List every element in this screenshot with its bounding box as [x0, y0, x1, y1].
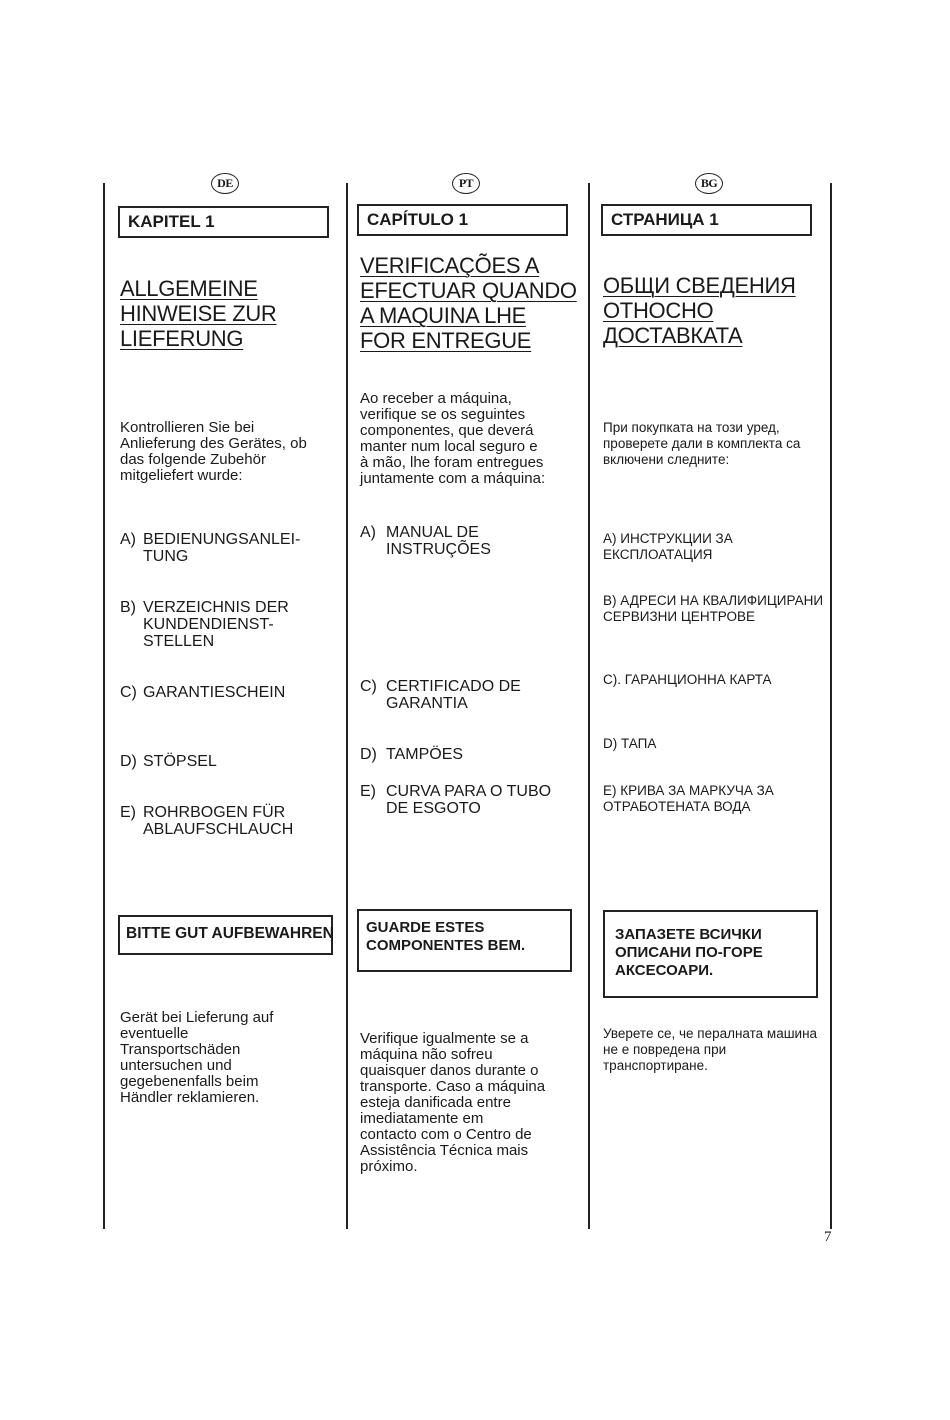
list-item	[120, 599, 289, 650]
item-text: А) ИНСТРУКЦИИ ЗА ЕКСПЛОАТАЦИЯ	[603, 531, 733, 562]
footer-text-bg: Уверете се, че пералната машина не е повредена при транспортиране.	[603, 1026, 818, 1073]
item-text: TAMPÖES	[386, 746, 464, 763]
item-label: E)	[120, 804, 136, 821]
footer-text-de: Gerät bei Lieferung auf eventuelle Transportschäden untersuchen und gegebenenfalls beim Händler reklamieren.	[120, 1009, 274, 1106]
item-label: D)	[360, 746, 377, 763]
item-label: B)	[120, 599, 136, 616]
footer-text-pt: Verifique igualmente se a máquina não sofreu quaisquer danos durante o transporte. Caso a máquina esteja danificada entre imediatamente em contacto com o Centro de Assistência Técnica mais próximo.	[360, 1030, 546, 1175]
chapter-label-de: KAPITEL 1	[118, 206, 329, 238]
section-heading-bg: ОБЩИ СВЕДЕНИЯ ОТНОСНО ДОСТАВКАТА	[603, 273, 796, 348]
intro-text-de: Kontrollieren Sie bei Anlieferung des Gerätes, ob das folgende Zubehör mitgeliefert wurde:	[120, 419, 307, 484]
column-rule	[346, 183, 348, 1229]
intro-text-bg: При покупката на този уред, проверете дали в комплекта са включени следните:	[603, 420, 801, 467]
list-item	[360, 783, 551, 817]
item-text: В) АДРЕСИ НА КВАЛИФИЦИРАНИ СЕРВИЗНИ ЦЕНТРОВЕ	[603, 593, 824, 624]
list-item	[120, 531, 300, 565]
item-text: GARANTIESCHEIN	[143, 684, 286, 701]
item-label: E)	[360, 783, 376, 800]
list-item	[603, 736, 656, 752]
item-text: MANUAL DE INSTRUÇÕES	[386, 524, 491, 558]
list-item	[120, 753, 217, 770]
item-label: C)	[360, 678, 377, 695]
item-label: D)	[120, 753, 137, 770]
language-badge-pt: PT	[452, 173, 480, 194]
item-text: ROHRBOGEN FÜR ABLAUFSCHLAUCH	[143, 804, 294, 838]
column-rule	[830, 183, 832, 1229]
item-label: A)	[120, 531, 136, 548]
item-text: Е) КРИВА ЗА МАРКУЧА ЗА ОТРАБОТЕНАТА ВОДА	[603, 783, 774, 814]
section-heading-de: ALLGEMEINE HINWEISE ZUR LIEFERUNG	[120, 276, 277, 351]
item-text: CURVA PARA O TUBO DE ESGOTO	[386, 783, 552, 817]
page-number: 7	[824, 1229, 832, 1245]
language-badge-de: DE	[211, 173, 239, 194]
list-item	[360, 746, 463, 763]
item-text: BEDIENUNGSANLEI- TUNG	[143, 531, 301, 565]
item-text: VERZEICHNIS DER KUNDENDIENST- STELLEN	[143, 599, 289, 650]
item-text: D) ТАПА	[603, 736, 657, 751]
column-rule	[588, 183, 590, 1229]
item-label: C)	[120, 684, 137, 701]
section-heading-pt: VERIFICAÇÕES A EFECTUAR QUANDO A MAQUINA LHE FOR ENTREGUE	[360, 253, 577, 353]
language-badge-bg: BG	[695, 173, 723, 194]
keep-notice-de: BITTE GUT AUFBEWAHREN	[118, 915, 333, 955]
item-text: CERTIFICADO DE GARANTIA	[386, 678, 521, 712]
item-text: С). ГАРАНЦИОННА КАРТА	[603, 672, 772, 687]
list-item	[120, 684, 285, 701]
chapter-label-bg: СТРАНИЦА 1	[601, 204, 812, 236]
item-text: STÖPSEL	[143, 753, 217, 770]
list-item	[360, 678, 521, 712]
item-label: A)	[360, 524, 376, 541]
list-item	[603, 593, 823, 625]
chapter-label-pt: CAPÍTULO 1	[357, 204, 568, 236]
list-item	[603, 531, 733, 563]
keep-notice-bg: ЗАПАЗЕТЕ ВСИЧКИ ОПИСАНИ ПО-ГОРЕ АКСЕСОАРИ.	[603, 910, 818, 998]
column-rule	[103, 183, 105, 1229]
list-item	[120, 804, 293, 838]
list-item	[603, 783, 774, 815]
keep-notice-pt: GUARDE ESTES COMPONENTES BEM.	[357, 909, 572, 972]
list-item	[603, 672, 772, 688]
list-item	[360, 524, 491, 558]
intro-text-pt: Ao receber a máquina, verifique se os seguintes componentes, que deverá manter num local seguro e à mão, lhe foram entregues juntamente com a máquina:	[360, 390, 546, 487]
